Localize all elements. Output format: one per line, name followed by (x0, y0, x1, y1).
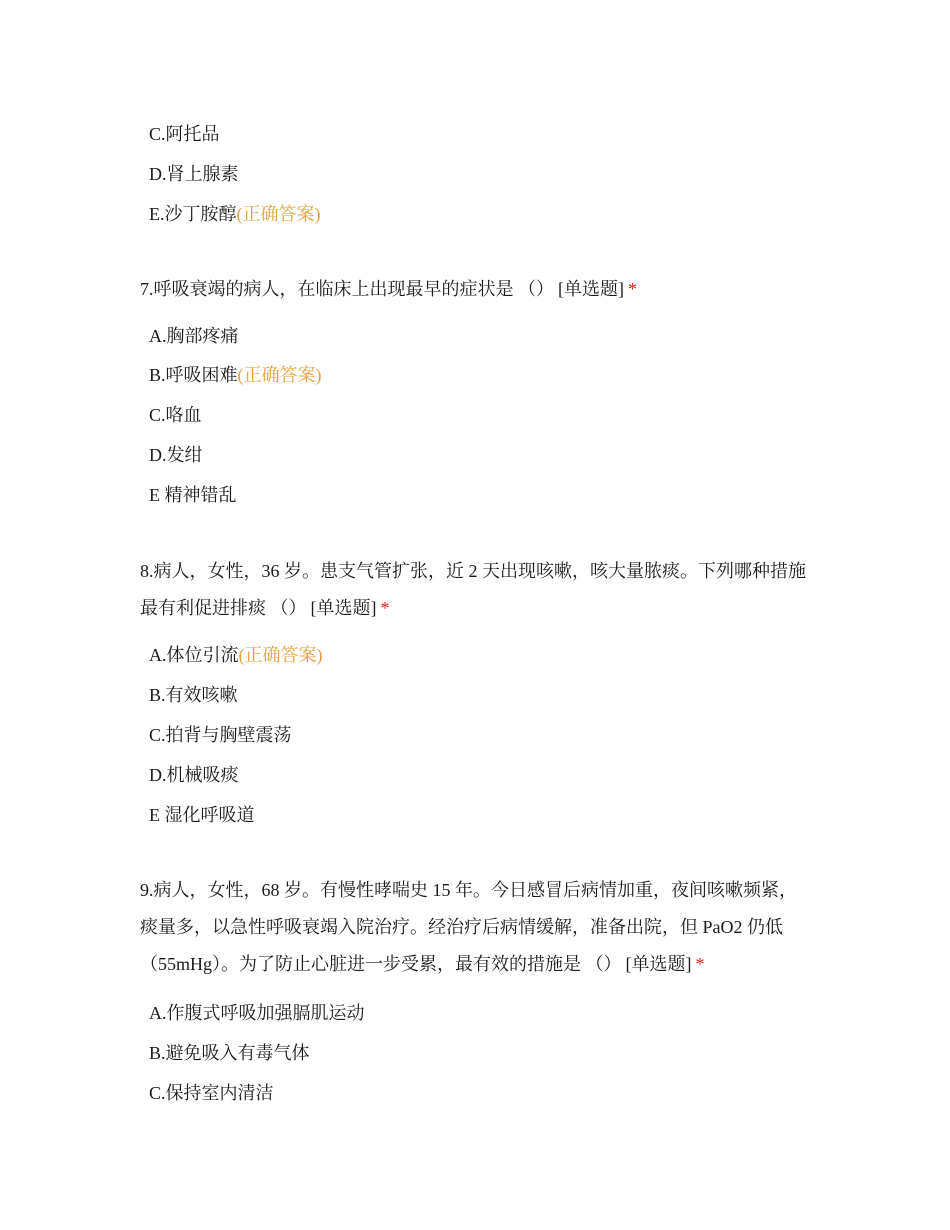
correct-answer-mark: (正确答案) (236, 204, 321, 224)
q6-option-d (149, 162, 239, 186)
question-text: 8.病人，女性，36 岁。患支气管扩张，近 2 天出现咳嗽，咳大量脓痰。下列哪种措施最有利促进排痰 （） (140, 561, 806, 618)
option-text: B.呼吸困难 (149, 365, 238, 385)
option-text: D.机械吸痰 (149, 765, 239, 785)
option-text: E 湿化呼吸道 (149, 805, 255, 825)
q7-option-a (149, 324, 239, 348)
option-text: A.胸部疼痛 (149, 326, 239, 346)
question-type: [单选题] (310, 598, 377, 618)
q7-option-d (149, 443, 203, 467)
required-mark: * (628, 279, 637, 299)
question-type: [单选题] (558, 279, 624, 299)
q8-option-a (149, 643, 323, 667)
option-text: B.有效咳嗽 (149, 685, 238, 705)
q6-option-e (149, 202, 321, 226)
q6-option-c (149, 122, 220, 146)
correct-answer-mark: (正确答案) (238, 645, 323, 665)
option-text: C.拍背与胸壁震荡 (149, 725, 292, 745)
option-text: E.沙丁胺醇 (149, 204, 237, 224)
option-text: C.咯血 (149, 405, 202, 425)
q9-option-c (149, 1081, 274, 1105)
option-text: D.发绀 (149, 445, 203, 465)
option-text: E 精神错乱 (149, 485, 237, 505)
correct-answer-mark: (正确答案) (237, 365, 322, 385)
required-mark: * (380, 598, 390, 618)
q9-stem (140, 872, 805, 983)
option-text: A.作腹式呼吸加强膈肌运动 (149, 1003, 365, 1023)
option-text: A.体位引流 (149, 645, 239, 665)
q9-option-a (149, 1001, 365, 1025)
q7-stem (140, 271, 820, 308)
q8-option-d (149, 763, 239, 787)
q8-stem (140, 553, 820, 627)
q8-option-b (149, 683, 238, 707)
question-text: 7.呼吸衰竭的病人，在临床上出现最早的症状是 （） (140, 279, 554, 299)
option-text: C.阿托品 (149, 124, 220, 144)
option-text: D.肾上腺素 (149, 164, 239, 184)
required-mark: * (695, 954, 705, 974)
option-text: C.保持室内清洁 (149, 1083, 274, 1103)
q9-option-b (149, 1041, 310, 1065)
q7-option-b (149, 363, 322, 387)
q8-option-c (149, 723, 292, 747)
question-text: 9.病人，女性，68 岁。有慢性哮喘史 15 年。今日感冒后病情加重，夜间咳嗽频紧，痰量多，以急性呼吸衰竭入院治疗。经治疗后病情缓解，准备出院，但 PaO2 仍低（55mHg）。为了防止心脏进一步受累，最有效的措施是 （） (140, 880, 797, 974)
q8-option-e (149, 803, 255, 827)
q7-option-c (149, 403, 202, 427)
question-type: [单选题] (625, 954, 692, 974)
q7-option-e (149, 483, 237, 507)
option-text: B.避免吸入有毒气体 (149, 1043, 310, 1063)
